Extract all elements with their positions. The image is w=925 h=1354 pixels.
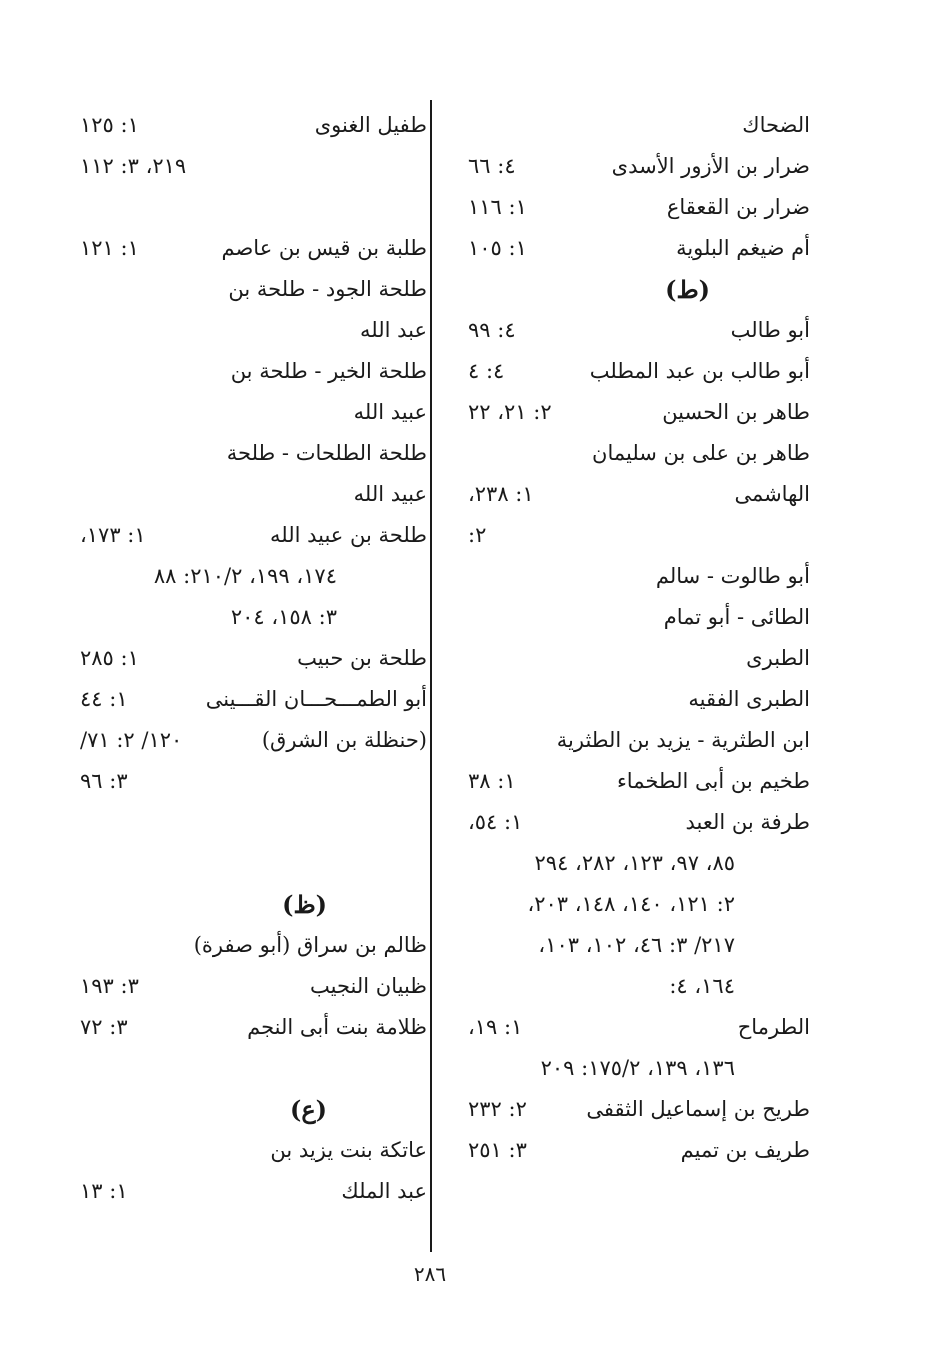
entry-page-refs: ٣: ٩٦ bbox=[80, 769, 128, 793]
entry-name: عبد الله bbox=[359, 318, 427, 342]
index-entry bbox=[75, 105, 427, 146]
entry-name: الهاشمى bbox=[734, 482, 810, 506]
right-index-column bbox=[438, 105, 810, 1171]
entry-page-refs: ٤: ٤ bbox=[468, 359, 505, 383]
entry-name: الطبرى bbox=[746, 646, 810, 670]
entry-page-refs: ١: ٢٣٨، bbox=[468, 482, 534, 506]
index-entry bbox=[75, 638, 427, 679]
index-entry bbox=[438, 187, 810, 228]
page-number: ٢٨٦ bbox=[413, 1262, 447, 1286]
entry-page-refs: ٤: ٦٦ bbox=[468, 154, 516, 178]
entry-name: طريف بن تميم bbox=[680, 1138, 810, 1162]
entry-name: طلحة الطلحات - طلحة bbox=[226, 441, 427, 465]
index-entry bbox=[438, 925, 810, 966]
entry-page-refs: ٢: ٢٣٢ bbox=[468, 1097, 527, 1121]
index-entry bbox=[438, 638, 810, 679]
index-entry bbox=[75, 679, 427, 720]
entry-page-refs: ١: ٢٨٥ bbox=[80, 646, 139, 670]
entry-continuation-refs: ١٦٤، ٤: bbox=[669, 974, 735, 998]
index-entry bbox=[75, 433, 427, 474]
index-entry bbox=[75, 1007, 427, 1048]
entry-name: الطرماح bbox=[737, 1015, 810, 1039]
entry-name: أبو طالب bbox=[730, 318, 810, 342]
index-entry bbox=[438, 269, 810, 310]
index-entry bbox=[438, 556, 810, 597]
entry-name: عاتكة بنت يزيد بن bbox=[270, 1138, 427, 1162]
index-entry bbox=[75, 966, 427, 1007]
entry-name: أم ضيغم البلوية bbox=[676, 236, 810, 260]
entry-name: ظبيان النجيب bbox=[310, 974, 427, 998]
entry-page-refs: ١: ٣٨ bbox=[468, 769, 516, 793]
index-entry bbox=[75, 146, 427, 187]
index-entry bbox=[438, 228, 810, 269]
entry-page-refs: ٣: ٢٥١ bbox=[468, 1138, 527, 1162]
index-entry bbox=[75, 1130, 427, 1171]
index-entry bbox=[75, 802, 427, 843]
entry-page-refs: ٢١٩، ٣: ١١٢ bbox=[80, 154, 187, 178]
entry-continuation-refs: ١٧٤، ١٩٩، ٢١٠/٢: ٨٨ bbox=[153, 564, 337, 588]
index-entry bbox=[75, 187, 427, 228]
index-entry bbox=[75, 884, 427, 925]
entry-name: الضحاك bbox=[742, 113, 810, 137]
entry-name: طخيم بن أبى الطخماء bbox=[616, 769, 810, 793]
entry-name: أبو الطمـــحـــان القـــينى bbox=[205, 687, 427, 711]
index-entry bbox=[438, 105, 810, 146]
entry-continuation-refs: ٢١٧/ ٣: ٤٦، ١٠٢، ١٠٣، bbox=[538, 933, 735, 957]
entry-page-refs: ٢: ٢١، ٢٢ bbox=[468, 400, 552, 424]
index-entry bbox=[438, 597, 810, 638]
index-entry bbox=[75, 310, 427, 351]
index-entry bbox=[75, 761, 427, 802]
entry-continuation-refs: ٢: ١٢١، ١٤٠، ١٤٨، ٢٠٣، bbox=[527, 892, 735, 916]
entry-name: طلحة الخير - طلحة بن bbox=[230, 359, 427, 383]
index-entry bbox=[438, 433, 810, 474]
entry-name: ضرار بن القعقاع bbox=[666, 195, 810, 219]
entry-name: الطائى - أبو تمام bbox=[663, 605, 810, 629]
index-entry bbox=[438, 515, 810, 556]
index-entry bbox=[75, 925, 427, 966]
entry-page-refs: ٤: ٩٩ bbox=[468, 318, 516, 342]
entry-name: ظلامة بنت أبى النجم bbox=[247, 1015, 427, 1039]
left-index-column bbox=[75, 105, 427, 1212]
entry-name: طريح بن إسماعيل الثقفى bbox=[586, 1097, 810, 1121]
section-letter-heading: (ظ) bbox=[282, 890, 327, 919]
entry-page-refs: ١: ١١٦ bbox=[468, 195, 527, 219]
index-entry bbox=[438, 761, 810, 802]
index-entry bbox=[438, 1130, 810, 1171]
entry-name: (حنظلة بن الشرق) bbox=[261, 728, 427, 752]
index-entry bbox=[75, 1171, 427, 1212]
entry-page-refs: ٣: ٧٢ bbox=[80, 1015, 128, 1039]
index-entry bbox=[438, 679, 810, 720]
entry-page-refs: ١: ١٣ bbox=[80, 1179, 128, 1203]
entry-name: طلبة بن قيس بن عاصم bbox=[221, 236, 427, 260]
entry-page-refs: ٣: ١٩٣ bbox=[80, 974, 139, 998]
index-entry bbox=[438, 1007, 810, 1048]
entry-page-refs: ١٢٠/ ٢: ٧١/ bbox=[80, 728, 183, 752]
index-entry bbox=[438, 966, 810, 1007]
entry-continuation-refs: ٣: ١٥٨، ٢٠٤ bbox=[230, 605, 337, 629]
entry-page-refs: ١: ٥٤، bbox=[468, 810, 523, 834]
section-letter-heading: (ط) bbox=[665, 275, 710, 304]
entry-page-refs: ١: ٤٤ bbox=[80, 687, 128, 711]
index-entry bbox=[75, 269, 427, 310]
entry-name: ابن الطثرية - يزيد بن الطثرية bbox=[556, 728, 810, 752]
index-entry bbox=[75, 1048, 427, 1089]
entry-page-refs: ١: ١٢٥ bbox=[80, 113, 139, 137]
index-entry bbox=[438, 146, 810, 187]
entry-page-refs: ١: ١٧٣، bbox=[80, 523, 146, 547]
entry-name: طلحة بن عبيد الله bbox=[269, 523, 427, 547]
entry-name: الطبرى الفقيه bbox=[688, 687, 810, 711]
entry-name: ضرار بن الأزور الأسدى bbox=[611, 154, 810, 178]
entry-name: عبيد الله bbox=[353, 400, 427, 424]
index-entry bbox=[75, 843, 427, 884]
section-letter-heading: (ع) bbox=[289, 1095, 327, 1124]
entry-continuation-refs: ٨٥، ٩٧، ١٢٣، ٢٨٢، ٢٩٤ bbox=[534, 851, 735, 875]
entry-continuation-refs: ١٣٦، ١٣٩، ١٧٥/٢: ٢٠٩ bbox=[540, 1056, 735, 1080]
index-entry bbox=[438, 720, 810, 761]
entry-name: عبيد الله bbox=[353, 482, 427, 506]
index-entry bbox=[75, 597, 427, 638]
entry-name: أبو طالب بن عبد المطلب bbox=[589, 359, 810, 383]
entry-name: طفيل الغنوى bbox=[314, 113, 427, 137]
index-entry bbox=[438, 1089, 810, 1130]
index-entry bbox=[75, 392, 427, 433]
index-entry bbox=[438, 351, 810, 392]
index-entry bbox=[75, 556, 427, 597]
index-entry bbox=[438, 884, 810, 925]
entry-name: أبو طالوت - سالم bbox=[655, 564, 810, 588]
entry-name: طاهر بن الحسين bbox=[662, 400, 810, 424]
entry-name: طلحة الجود - طلحة بن bbox=[228, 277, 427, 301]
column-divider bbox=[430, 100, 432, 1252]
entry-name: طرفة بن العبد bbox=[685, 810, 810, 834]
entry-page-refs: ١: ١٠٥ bbox=[468, 236, 527, 260]
entry-page-refs: ٢: bbox=[468, 523, 487, 547]
entry-page-refs: ١: ١٩، bbox=[468, 1015, 523, 1039]
entry-name: طلحة بن حبيب bbox=[297, 646, 427, 670]
index-entry bbox=[75, 474, 427, 515]
index-entry bbox=[75, 351, 427, 392]
entry-page-refs: ١: ١٢١ bbox=[80, 236, 139, 260]
index-entry bbox=[438, 802, 810, 843]
index-entry bbox=[75, 720, 427, 761]
entry-name: ظالم بن سراق (أبو صفرة) bbox=[193, 933, 427, 957]
index-entry bbox=[75, 228, 427, 269]
entry-name: طاهر بن على بن سليمان bbox=[592, 441, 810, 465]
index-entry bbox=[75, 515, 427, 556]
index-entry bbox=[75, 1089, 427, 1130]
index-entry bbox=[438, 392, 810, 433]
entry-name: عبد الملك bbox=[341, 1179, 427, 1203]
index-entry bbox=[438, 843, 810, 884]
index-entry bbox=[438, 474, 810, 515]
index-entry bbox=[438, 1048, 810, 1089]
index-entry bbox=[438, 310, 810, 351]
